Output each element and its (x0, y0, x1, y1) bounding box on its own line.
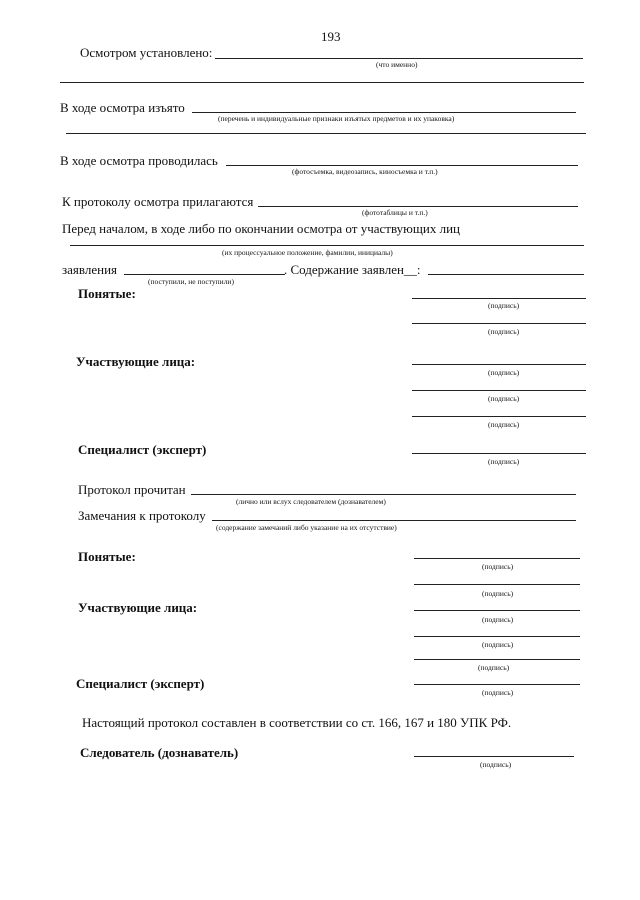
signature-hint: (подпись) (488, 368, 520, 377)
witness-signature-line-4[interactable] (414, 584, 580, 585)
participant-signature-line-4[interactable] (414, 610, 580, 611)
signature-hint: (подпись) (478, 663, 510, 672)
signature-hint: (подпись) (482, 615, 514, 624)
signature-hint: (подпись) (488, 301, 520, 310)
signature-hint: (подпись) (482, 562, 514, 571)
statements-content-label: . Содержание заявлен__: (284, 262, 421, 277)
seized-line[interactable] (192, 112, 576, 113)
statements-label: заявления (62, 262, 118, 277)
attached-line[interactable] (258, 206, 578, 207)
investigator-signature-line[interactable] (414, 756, 574, 757)
witness-signature-line-3[interactable] (414, 558, 580, 559)
investigator-label: Следователь (дознаватель) (80, 745, 239, 760)
participant-signature-line-5[interactable] (414, 636, 580, 637)
persons-hint: (их процессуальное положение, фамилии, инициалы) (222, 248, 393, 257)
signature-hint: (подпись) (482, 589, 514, 598)
page-number: 193 (321, 29, 341, 44)
remarks-line[interactable] (212, 520, 576, 521)
established-line[interactable] (215, 58, 583, 59)
established-hint: (что именно) (376, 60, 418, 69)
participant-signature-line-1[interactable] (412, 364, 586, 365)
before-label: Перед началом, в ходе либо по окончании осмотра от участвующих лиц (62, 221, 460, 236)
read-hint: (лично или вслух следователем (дознавателем) (236, 497, 386, 506)
remarks-hint: (содержание замечаний либо указание на их отсутствие) (216, 523, 397, 532)
specialist-signature-line-2[interactable] (414, 684, 580, 685)
witnesses-label: Понятые: (78, 286, 136, 301)
read-label: Протокол прочитан (78, 482, 186, 497)
conducted-hint: (фотосъемка, видеозапись, киносъемка и т.п.) (292, 167, 438, 176)
witness-signature-line-2[interactable] (412, 323, 586, 324)
statements-hint: (поступили, не поступили) (148, 277, 234, 286)
attached-hint: (фототаблицы и т.п.) (362, 208, 428, 217)
established-label: Осмотром установлено: (80, 45, 213, 60)
participant-signature-line-6[interactable] (414, 659, 580, 660)
compliance-text: Настоящий протокол составлен в соответствии со ст. 166, 167 и 180 УПК РФ. (82, 715, 512, 730)
signature-hint: (подпись) (480, 760, 512, 769)
statements-content-line[interactable] (428, 274, 584, 275)
signature-hint: (подпись) (488, 457, 520, 466)
persons-line[interactable] (70, 245, 584, 246)
conducted-label: В ходе осмотра проводилась (60, 153, 218, 168)
witnesses-label-2: Понятые: (78, 549, 136, 564)
specialist-label: Специалист (эксперт) (78, 442, 207, 457)
signature-hint: (подпись) (488, 420, 520, 429)
participant-signature-line-3[interactable] (412, 416, 586, 417)
participants-label-2: Участвующие лица: (78, 600, 198, 615)
conducted-line[interactable] (226, 165, 578, 166)
read-line[interactable] (191, 494, 576, 495)
established-line-2[interactable] (60, 82, 584, 83)
seized-line-2[interactable] (66, 133, 586, 134)
signature-hint: (подпись) (482, 640, 514, 649)
remarks-label: Замечания к протоколу (78, 508, 206, 523)
signature-hint: (подпись) (488, 394, 520, 403)
seized-label: В ходе осмотра изъято (60, 100, 185, 115)
attached-label: К протоколу осмотра прилагаются (62, 194, 254, 209)
signature-hint: (подпись) (488, 327, 520, 336)
seized-hint: (перечень и индивидуальные признаки изъятых предметов и их упаковка) (218, 114, 455, 123)
specialist-label-2: Специалист (эксперт) (76, 676, 205, 691)
statements-line[interactable] (124, 274, 285, 275)
signature-hint: (подпись) (482, 688, 514, 697)
participant-signature-line-2[interactable] (412, 390, 586, 391)
witness-signature-line-1[interactable] (412, 298, 586, 299)
specialist-signature-line[interactable] (412, 453, 586, 454)
participants-label: Участвующие лица: (76, 354, 196, 369)
